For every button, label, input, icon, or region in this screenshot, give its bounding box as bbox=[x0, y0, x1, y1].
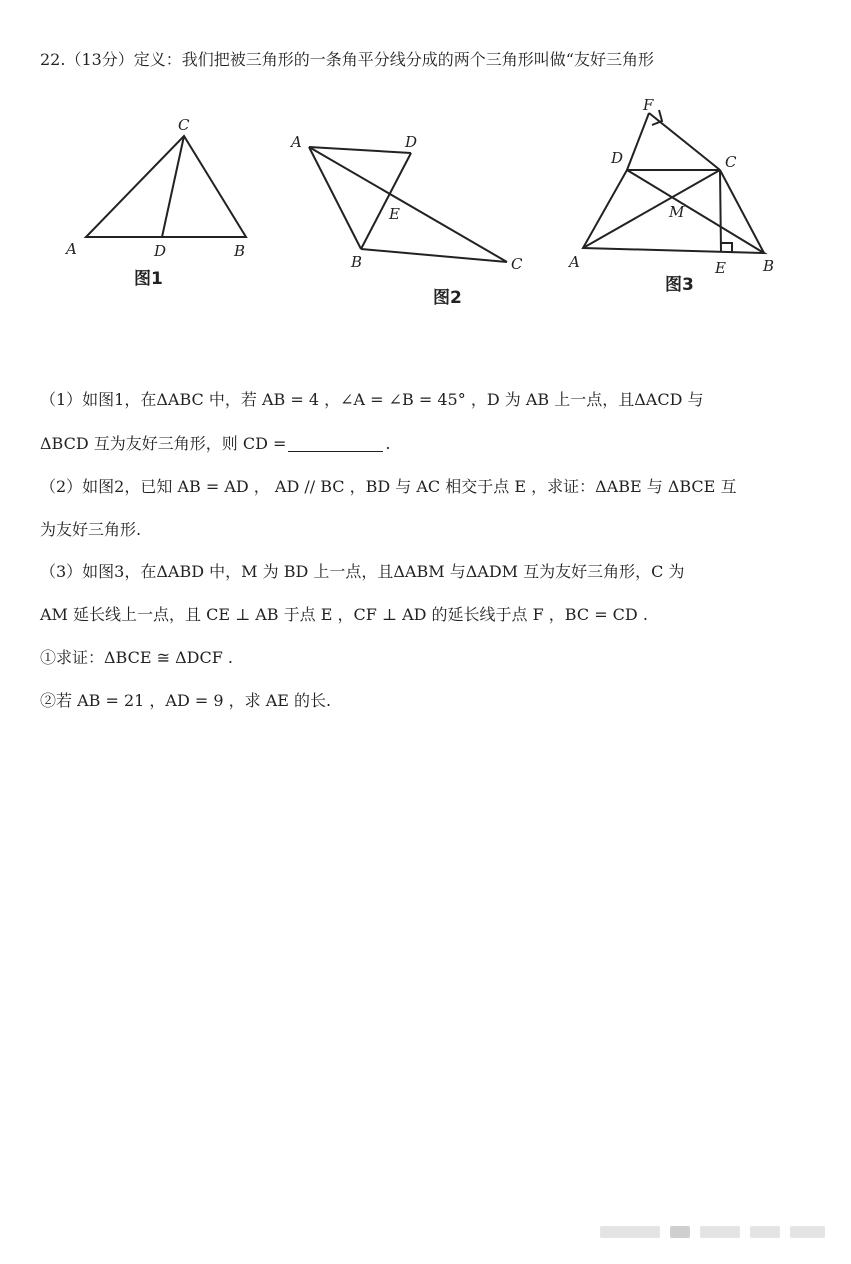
fig1-label-c: C bbox=[178, 116, 190, 134]
figure-3 bbox=[565, 95, 795, 305]
part1-line2-suffix: . bbox=[385, 434, 391, 453]
fig3-label-e: E bbox=[715, 259, 726, 277]
fig3-caption: 图3 bbox=[665, 275, 694, 295]
fig3-segment-ac bbox=[583, 170, 720, 248]
fig2-label-b: B bbox=[351, 253, 363, 271]
fig3-label-f: F bbox=[643, 96, 654, 114]
part2-line2: 为友好三角形. bbox=[40, 520, 142, 539]
fig2-segment-ad bbox=[309, 147, 411, 153]
figure-1 bbox=[60, 110, 260, 290]
part3-sub2: ②若 AB = 21 ，AD = 9 ，求 AE 的长. bbox=[40, 691, 332, 710]
question-header: 22.（13分）定义：我们把被三角形的一条角平分线分成的两个三角形叫做“友好三角形 bbox=[40, 50, 654, 69]
answer-blank[interactable] bbox=[288, 435, 383, 452]
figure-2 bbox=[285, 125, 545, 315]
fig1-label-d: D bbox=[154, 242, 167, 260]
part1-line1: （1）如图1，在ΔABC 中，若 AB = 4 ，∠A = ∠B = 45° ，D 为 AB 上一点，且ΔACD 与 bbox=[40, 390, 704, 409]
fig3-label-a: A bbox=[569, 253, 580, 271]
fig2-caption: 图2 bbox=[433, 288, 462, 308]
fig2-label-e: E bbox=[389, 205, 400, 223]
part2-line1: （2）如图2，已知 AB = AD ， AD // BC ，BD 与 AC 相交于点 E ，求证：ΔABE 与 ΔBCE 互 bbox=[40, 477, 737, 496]
fig3-segment-ce bbox=[720, 170, 721, 252]
fig3-label-d: D bbox=[611, 149, 624, 167]
part1-line2 bbox=[40, 432, 821, 456]
fig3-label-b: B bbox=[763, 257, 775, 275]
fig1-caption: 图1 bbox=[134, 269, 163, 289]
part1-line2-prefix: ΔBCD 互为友好三角形，则 CD = bbox=[40, 434, 287, 453]
fig1-label-b: B bbox=[234, 242, 246, 260]
fig3-segment-fd bbox=[627, 113, 649, 170]
fig3-label-m: M bbox=[669, 203, 685, 221]
fig1-segment-cd bbox=[162, 136, 184, 237]
page-footer-bar bbox=[600, 1222, 830, 1242]
fig2-label-a: A bbox=[291, 133, 302, 151]
fig2-label-d: D bbox=[405, 133, 418, 151]
fig1-label-a: A bbox=[66, 240, 77, 258]
fig2-label-c: C bbox=[511, 255, 523, 273]
fig3-label-c: C bbox=[725, 153, 737, 171]
part3-line2: AM 延长线上一点，且 CE ⊥ AB 于点 E ，CF ⊥ AD 的延长线于点 F ，BC = CD . bbox=[40, 605, 648, 624]
part3-line1: （3）如图3，在ΔABD 中，M 为 BD 上一点，且ΔABM 与ΔADM 互为友好三角形，C 为 bbox=[40, 562, 685, 581]
part3-sub1: ①求证：ΔBCE ≅ ΔDCF . bbox=[40, 648, 234, 667]
fig2-segment-bc bbox=[361, 249, 507, 262]
